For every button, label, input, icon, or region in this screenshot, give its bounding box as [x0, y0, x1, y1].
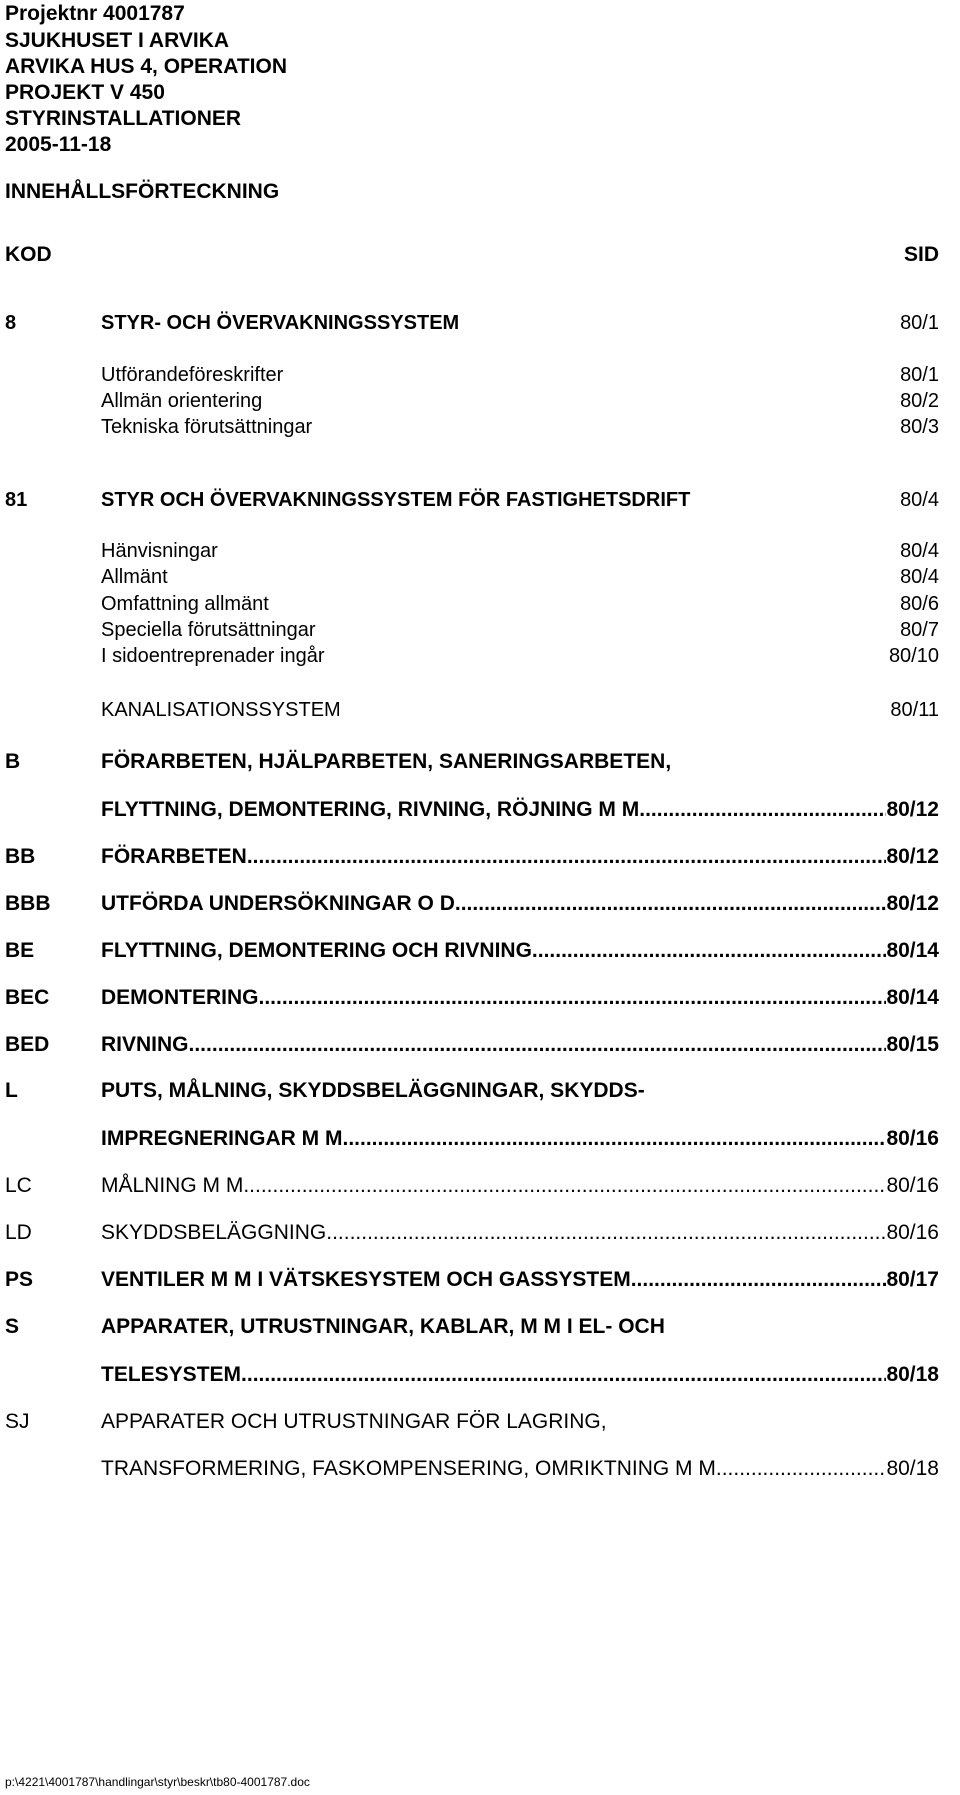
entry-title-line1: APPARATER OCH UTRUSTNINGAR FÖR LAGRING, [101, 1410, 607, 1433]
dot-leader [241, 1360, 886, 1390]
item-title: I sidoentreprenader ingår [101, 645, 325, 667]
toc-leader-line [101, 1030, 939, 1060]
table-row [0, 1076, 960, 1106]
column-kod: KOD [5, 243, 52, 266]
entry-code: B [5, 750, 21, 773]
dot-leader [189, 1030, 887, 1060]
entry-page: 80/12 [886, 845, 939, 868]
table-row [0, 1360, 960, 1390]
entry-code: L [5, 1079, 18, 1102]
item-page: 80/4 [900, 566, 939, 588]
table-row [0, 1454, 960, 1484]
dot-leader [243, 1171, 886, 1201]
entry-page: 80/18 [886, 1457, 939, 1480]
section-code: 8 [5, 312, 17, 334]
section-8-row [0, 309, 960, 337]
entry-code: BBB [5, 892, 51, 915]
entry-page: 80/12 [886, 892, 939, 915]
item-title: KANALISATIONSSYSTEM [101, 699, 341, 721]
entry-title: MÅLNING M M [101, 1174, 244, 1197]
entry-title: FÖRARBETEN [101, 845, 247, 868]
toc-leader-line [101, 1360, 939, 1390]
toc-leader-line [101, 1265, 939, 1295]
entry-title: TRANSFORMERING, FASKOMPENSERING, OMRIKTNING M M [101, 1457, 716, 1480]
project-date: 2005-11-18 [5, 133, 112, 156]
toc-heading: INNEHÅLLSFÖRTECKNING [5, 180, 280, 203]
footer-file-path: p:\4221\4001787\handlingar\styr\beskr\tb80-4001787.doc [5, 1775, 310, 1789]
table-row [0, 1030, 960, 1060]
dot-leader [247, 842, 887, 872]
toc-leader-line [101, 842, 939, 872]
table-row [0, 842, 960, 872]
list-item [0, 387, 960, 415]
table-row [0, 1218, 960, 1248]
item-title: Utförandeföreskrifter [101, 364, 284, 386]
list-item [0, 537, 960, 565]
section-title: STYR- OCH ÖVERVAKNINGSSYSTEM [101, 312, 460, 334]
entry-code: SJ [5, 1410, 30, 1433]
toc-leader-line [101, 1454, 939, 1484]
list-item [0, 696, 960, 724]
entry-title: IMPREGNERINGAR M M [101, 1127, 343, 1150]
toc-leader-line [101, 1124, 939, 1154]
section-code: 81 [5, 489, 28, 511]
dot-leader [532, 936, 887, 966]
item-page: 80/7 [900, 619, 939, 641]
dot-leader [455, 889, 887, 919]
dot-leader [343, 1124, 887, 1154]
entry-page: 80/14 [886, 986, 939, 1009]
entry-title-line1: APPARATER, UTRUSTNINGAR, KABLAR, M M I EL- OCH [101, 1315, 665, 1338]
entry-title: SKYDDSBELÄGGNING [101, 1221, 327, 1244]
project-number: Projektnr 4001787 [5, 2, 185, 25]
entry-title: RIVNING [101, 1033, 189, 1056]
entry-title: UTFÖRDA UNDERSÖKNINGAR O D [101, 892, 455, 915]
entry-code: LC [5, 1174, 32, 1197]
dot-leader [639, 795, 886, 825]
list-item [0, 413, 960, 441]
toc-leader-line [101, 889, 939, 919]
entry-page: 80/17 [886, 1268, 939, 1291]
dot-leader [326, 1218, 886, 1248]
item-title: Hänvisningar [101, 540, 218, 562]
entry-page: 80/15 [886, 1033, 939, 1056]
dot-leader [259, 983, 887, 1013]
list-item [0, 590, 960, 618]
table-row [0, 889, 960, 919]
entry-page: 80/16 [886, 1221, 939, 1244]
table-row [0, 747, 960, 777]
section-title: STYR OCH ÖVERVAKNINGSSYSTEM FÖR FASTIGHETSDRIFT [101, 489, 691, 511]
entry-title-line1: PUTS, MÅLNING, SKYDDSBELÄGGNINGAR, SKYDDS- [101, 1079, 645, 1102]
table-row [0, 1407, 960, 1437]
entry-title-line1: FÖRARBETEN, HJÄLPARBETEN, SANERINGSARBETEN, [101, 750, 672, 773]
list-item [0, 361, 960, 389]
project-hospital: SJUKHUSET I ARVIKA [5, 29, 230, 52]
list-item [0, 616, 960, 644]
entry-page: 80/16 [886, 1174, 939, 1197]
table-row [0, 795, 960, 825]
item-title: Speciella förutsättningar [101, 619, 316, 641]
list-item [0, 563, 960, 591]
entry-code: BB [5, 845, 36, 868]
entry-code: BE [5, 939, 35, 962]
entry-title: DEMONTERING [101, 986, 259, 1009]
table-row [0, 1265, 960, 1295]
entry-code: S [5, 1315, 20, 1338]
dot-leader [631, 1265, 887, 1295]
entry-page: 80/16 [886, 1127, 939, 1150]
item-page: 80/3 [900, 416, 939, 438]
entry-page: 80/18 [886, 1363, 939, 1386]
entry-code: LD [5, 1221, 32, 1244]
toc-leader-line [101, 936, 939, 966]
toc-leader-line [101, 795, 939, 825]
project-code: PROJEKT V 450 [5, 81, 165, 104]
entry-code: PS [5, 1268, 34, 1291]
toc-leader-line [101, 983, 939, 1013]
column-sid: SID [903, 243, 939, 266]
section-81-row [0, 486, 960, 514]
project-building: ARVIKA HUS 4, OPERATION [5, 55, 287, 78]
table-row [0, 1124, 960, 1154]
entry-code: BED [5, 1033, 50, 1056]
entry-title: FLYTTNING, DEMONTERING, RIVNING, RÖJNING M M [101, 798, 640, 821]
entry-title: VENTILER M M I VÄTSKESYSTEM OCH GASSYSTEM [101, 1268, 631, 1291]
dot-leader [716, 1454, 887, 1484]
section-page: 80/4 [900, 489, 939, 511]
entry-title: FLYTTNING, DEMONTERING OCH RIVNING [101, 939, 532, 962]
item-page: 80/2 [900, 390, 939, 412]
item-page: 80/1 [900, 364, 939, 386]
item-title: Allmän orientering [101, 390, 263, 412]
item-title: Omfattning allmänt [101, 593, 269, 615]
project-discipline: STYRINSTALLATIONER [5, 107, 242, 130]
item-page: 80/11 [890, 699, 939, 721]
toc-leader-line [101, 1171, 939, 1201]
item-page: 80/6 [900, 593, 939, 615]
table-row [0, 983, 960, 1013]
table-row [0, 1171, 960, 1201]
section-page: 80/1 [900, 312, 939, 334]
table-row [0, 1312, 960, 1342]
entry-page: 80/12 [886, 798, 939, 821]
toc-leader-line [101, 1218, 939, 1248]
entry-code: BEC [5, 986, 50, 1009]
list-item [0, 642, 960, 670]
entry-page: 80/14 [886, 939, 939, 962]
item-page: 80/10 [888, 645, 939, 667]
item-title: Tekniska förutsättningar [101, 416, 313, 438]
item-title: Allmänt [101, 566, 168, 588]
table-row [0, 936, 960, 966]
entry-title: TELESYSTEM [101, 1363, 242, 1386]
item-page: 80/4 [900, 540, 939, 562]
